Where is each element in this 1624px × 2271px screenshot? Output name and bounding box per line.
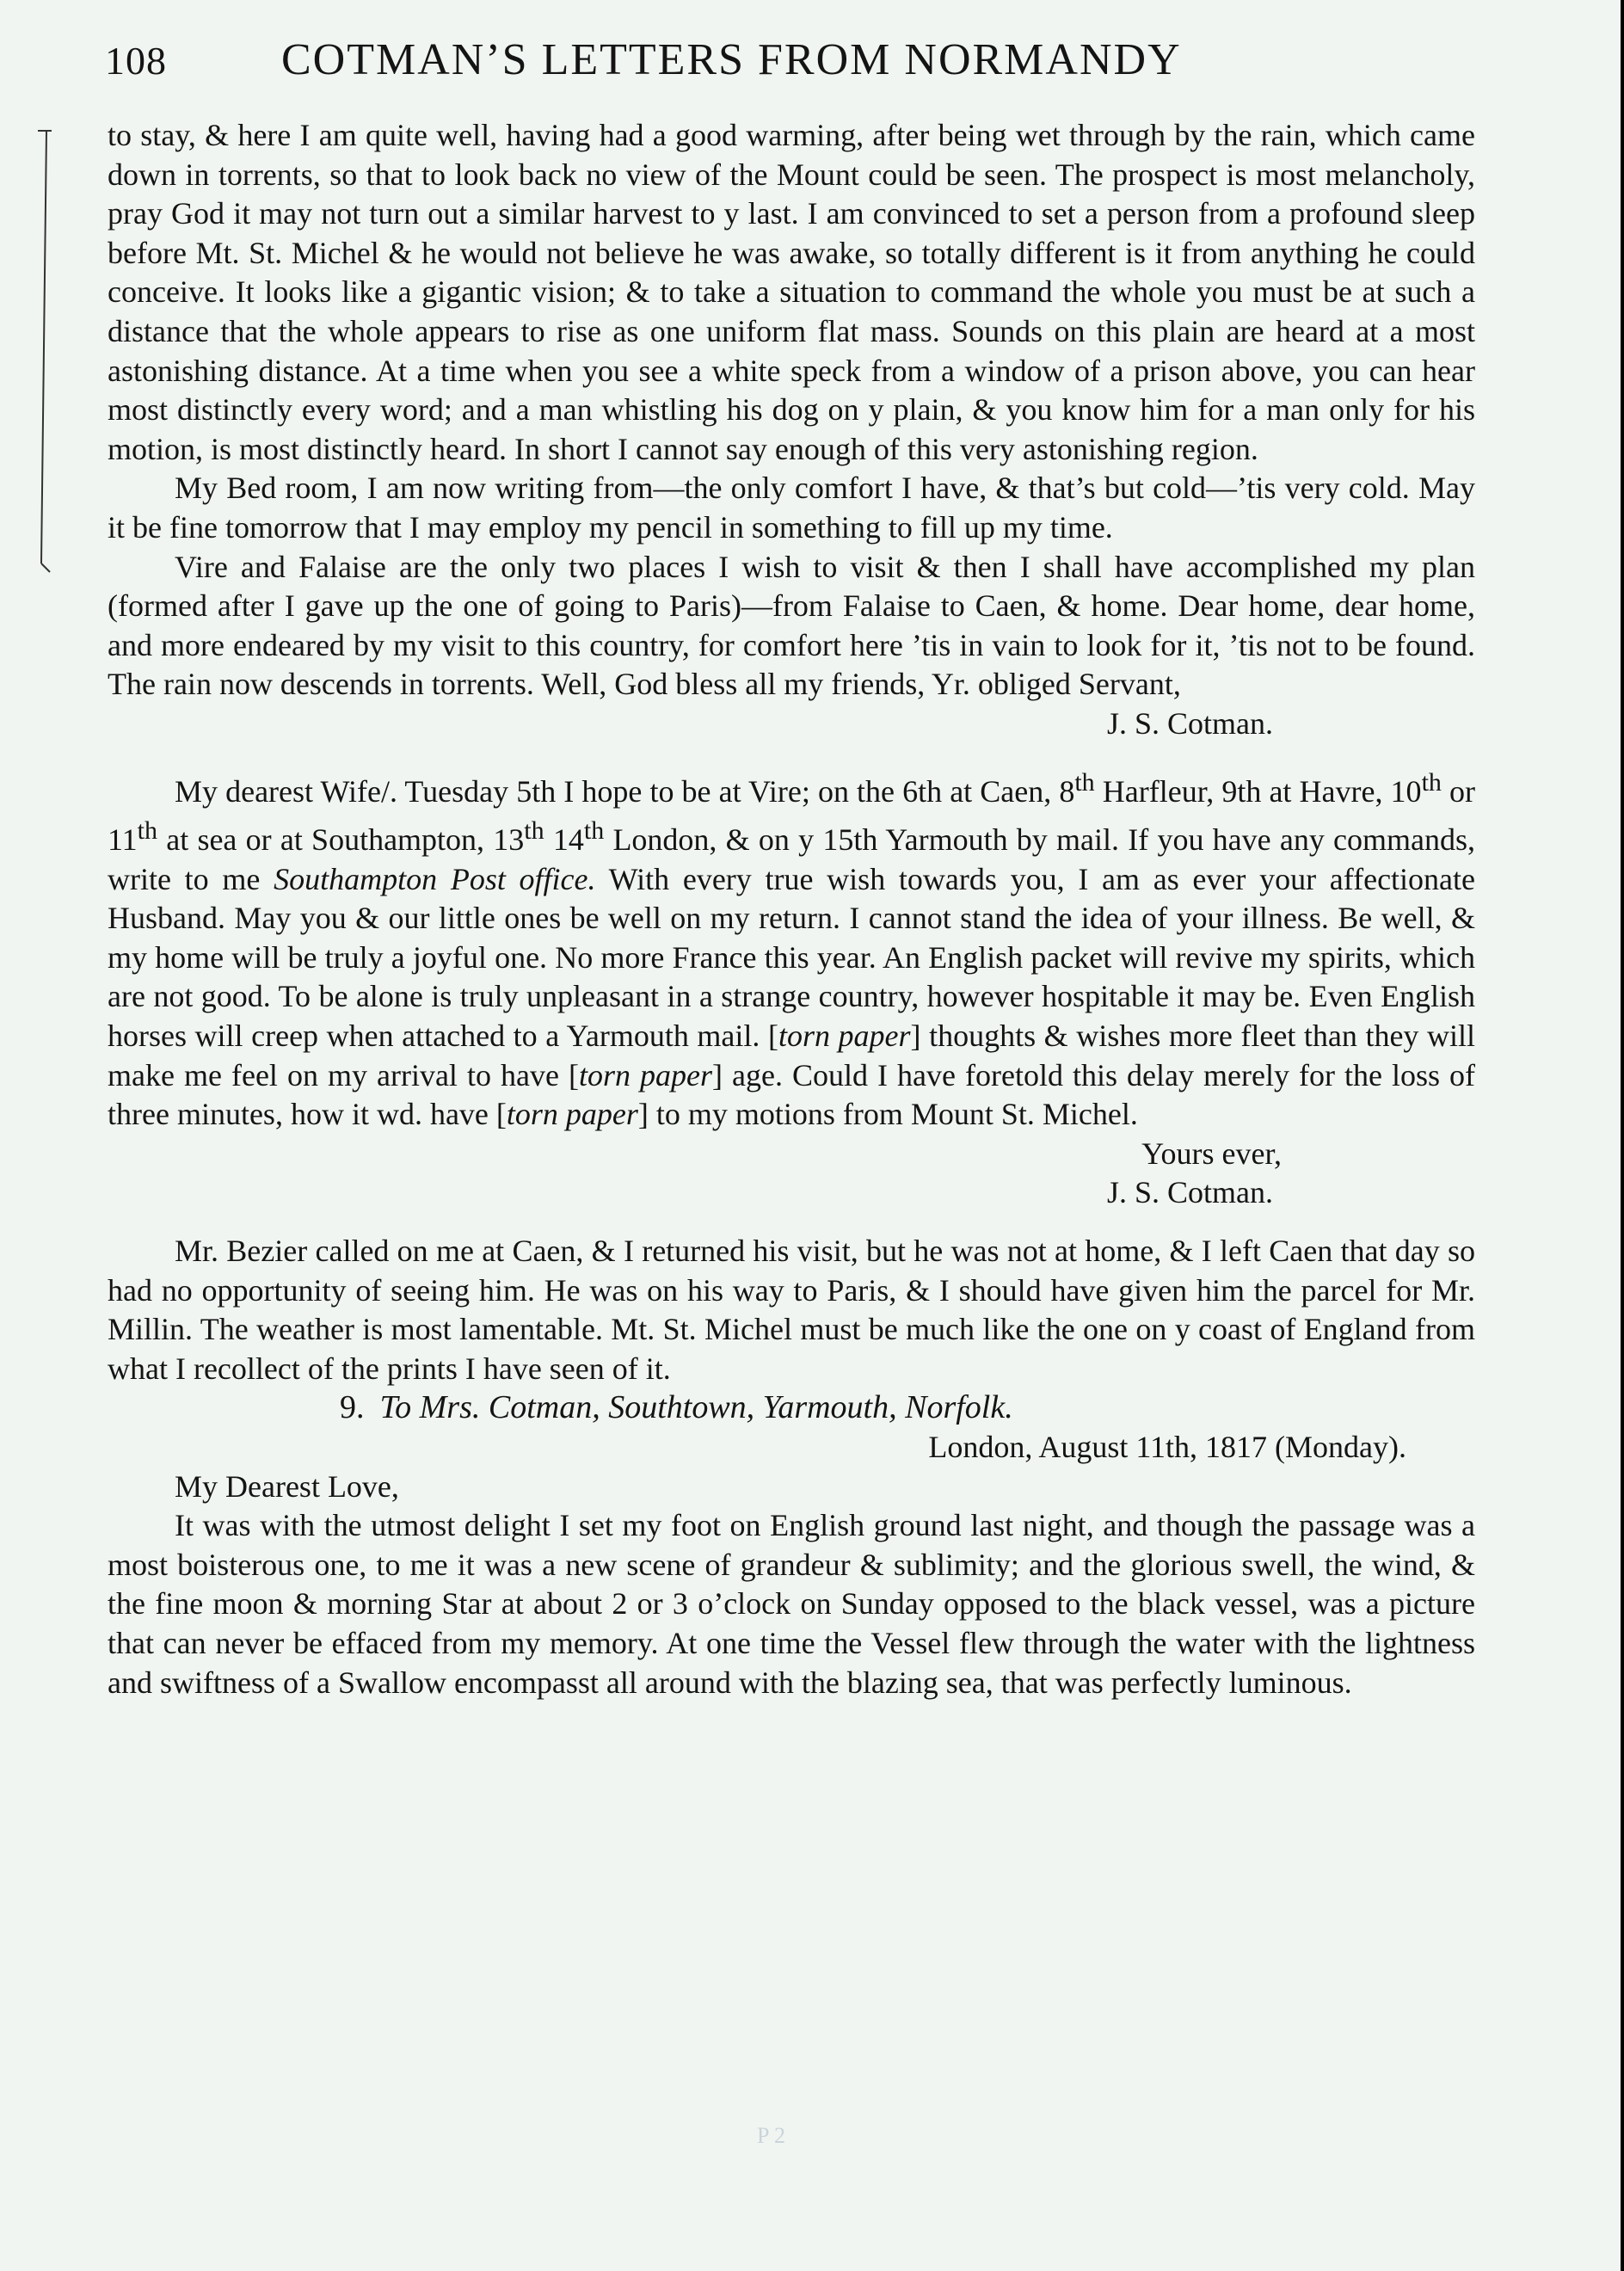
salutation: My Dearest Love, — [175, 1468, 399, 1504]
paragraph-3: Vire and Falaise are the only two places I wish to visit & then I shall have accomplished my plan (formed after I gave up the one of going to Paris)—from Falaise to Caen, & home. Dear home, dear home, and more endeared by my visit to this country, for comfort here ’tis in vain to look for it, ’tis not to be found. The rain now descends in torrents. Well, God bless all my friends, Yr. obliged Servant, — [108, 549, 1475, 702]
paragraph-1: to stay, & here I am quite well, having had a good warming, after being wet through by the rain, which came down in torrents, so that to look back no view of the Mount could be seen. The prospect is most melancholy, pray God it may not turn out a similar harvest to y last. I am convinced to set a person from a profound sleep before Mt. St. Michel & he would not believe he was awake, so totally different is it from anything he could conceive. It looks like a gigantic vision; & to take a situation to command the whole you must be at such a distance that the whole appears to rise as one uniform flat mass. Sounds on this plain are heard at a most astonishing distance. At a time when you see a white speck from a window of a prison above, you can hear most distinctly every word; and a man whistling his dog on y plain, & you know him for a man only for his motion, is most distinctly heard. In short I cannot say enough of this very astonishing region. — [108, 118, 1475, 466]
paragraph-5: Mr. Bezier called on me at Caen, & I returned his visit, but he was not at home, & I left Caen that day so had no opportunity of seeing him. He was on his way to Paris, & I should have given him the parcel for Mr. Millin. The weather is most lamentable. Mt. St. Michel must be much like the one on y coast of England from what I recollect of the prints I have seen of it. — [108, 1234, 1475, 1386]
page-header — [105, 34, 1481, 95]
page-number: 108 — [105, 39, 167, 83]
dateline: London, August 11th, 1817 (Monday). — [928, 1430, 1406, 1464]
paragraph-2: My Bed room, I am now writing from—the only comfort I have, & that’s but cold—’tis very cold. May it be fine tomorrow that I may employ my pencil in something to fill up my time. — [108, 471, 1475, 545]
closing: Yours ever, — [1141, 1136, 1282, 1171]
paragraph-4: My dearest Wife/. Tuesday 5th I hope to be at Vire; on the 6th at Caen, 8th Harfleur, 9th at Havre, 10th or 11th at sea or at Southampton, 13th 14th London, & on y 15th Yarmouth by mail. If you have any commands, write to me Southampton Post office. With every true wish towards you, I am as ever your affectionate Husband. May you & our little ones be well on my return. I cannot stand the idea of your illness. Be well, & my home will be truly a joyful one. No more France this year. An English packet will revive my spirits, which are not good. To be alone is truly unpleasant in a strange country, however hospitable it may be. Even English horses will creep when attached to a Yarmouth mail. [torn paper] thoughts & wishes more fleet than they will make me feel on my arrival to have [torn paper] age. Could I have foretold this delay merely for the loss of three minutes, how it wd. have [torn paper] to my motions from Mount St. Michel. — [108, 767, 1476, 1132]
margin-bracket-mark — [36, 129, 53, 576]
letter-heading: 9. To Mrs. Cotman, Southtown, Yarmouth, Norfolk. — [340, 1389, 1013, 1426]
body-text — [108, 116, 1475, 1702]
paragraph-6: It was with the utmost delight I set my foot on English ground last night, and though the passage was a most boisterous one, to me it was a new scene of grandeur & sublimity; and the glorious swell, the wind, & the fine moon & morning Star at about 2 or 3 o’clock on Sunday opposed to the black vessel, was a picture that can never be effaced from my memory. At one time the Vessel flew through the water with the lightness and swiftness of a Swallow encompasst all around with the blazing sea, that was perfectly luminous. — [108, 1508, 1475, 1700]
scan-edge — [1621, 0, 1624, 2271]
running-title: COTMAN’S LETTERS FROM NORMANDY — [281, 35, 1182, 84]
signature-mark: P 2 — [757, 2123, 785, 2148]
letter-number: 9. — [340, 1389, 365, 1426]
signature-2: J. S. Cotman. — [1106, 1175, 1273, 1210]
signature-1: J. S. Cotman. — [1106, 705, 1273, 741]
